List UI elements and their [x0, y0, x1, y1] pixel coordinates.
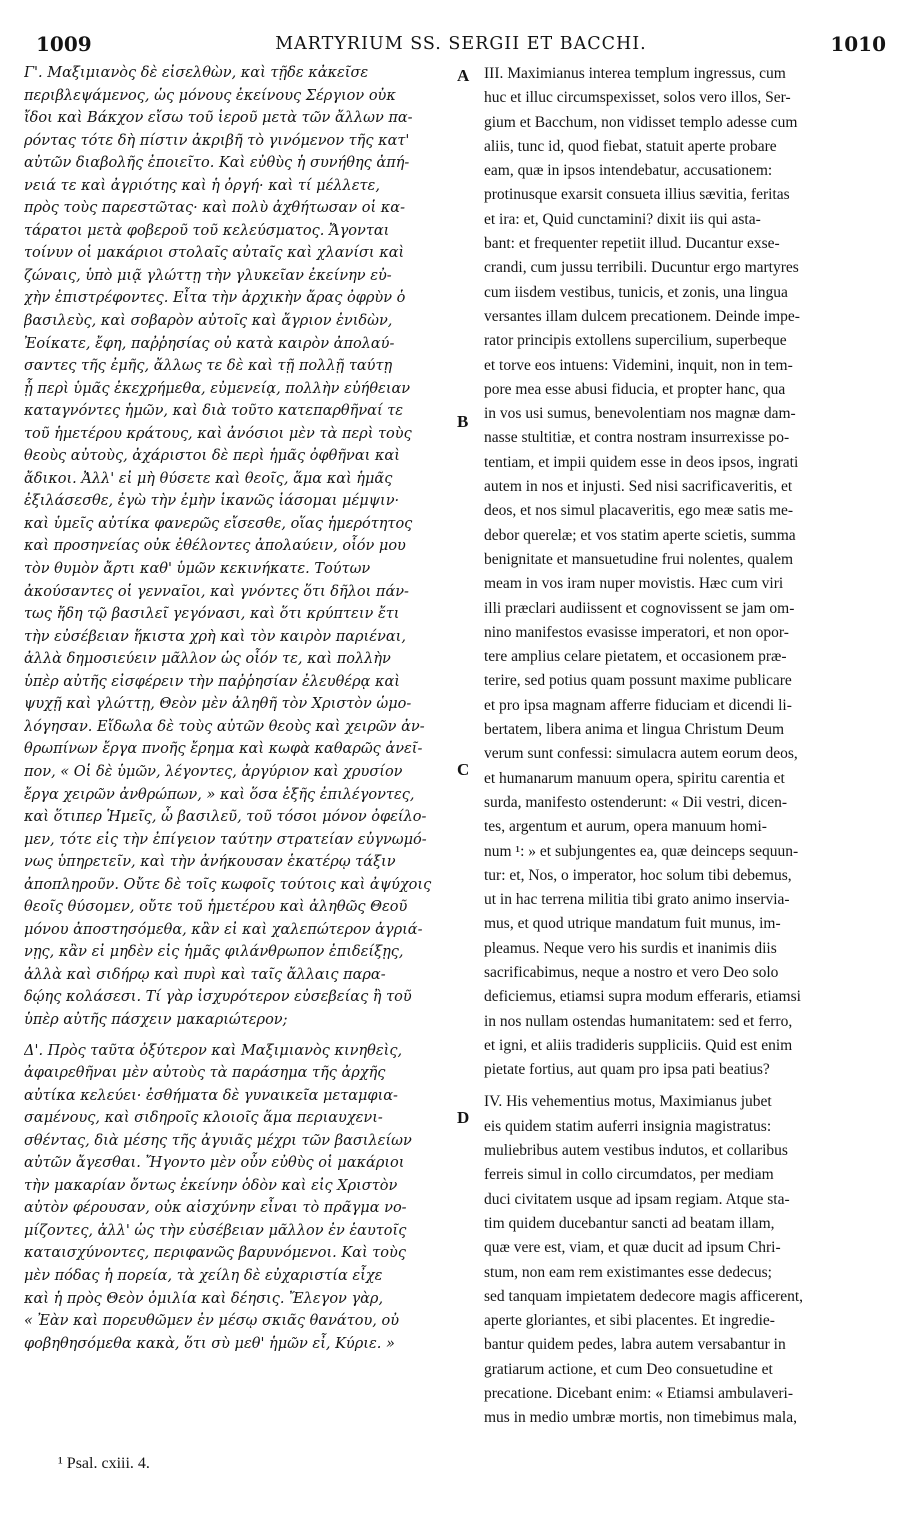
text-line: aperte gloriantes, et sibi placentes. Et ingredie- [484, 1312, 775, 1330]
text-line: ferreis simul in collo circumdatos, per mediam [484, 1166, 774, 1184]
text-line: Γ'. Μαξιμιανὸς δὲ εἰσελθὼν, καὶ τῇδε κἀκεῖσε [24, 65, 369, 81]
text-line: muliebribus autem vestibus indutos, et collaribus [484, 1142, 788, 1160]
text-line: αὐτῶν ἄγεσθαι. Ἤγοντο μὲν οὖν εὐθὺς οἱ μακάριοι [24, 1155, 405, 1172]
text-line: θεοῖς θύσομεν, οὔτε τοῦ ἡμετέρου καὶ ἀληθῶς Θεοῦ [24, 899, 408, 916]
text-line: ζώναις, ὑπὸ μιᾷ γλώττῃ τὴν γλυκεῖαν ἐκείνην εὐ- [24, 267, 392, 284]
text-line: pietate fortius, aut quam pro ipsa pati beatius? [484, 1061, 770, 1079]
text-line: αὐτῶν διαβολῆς ἐποιεῖτο. Καὶ εὐθὺς ἡ συνήθης ἀπή- [24, 155, 410, 172]
text-line: et torve eos intuens: Videmini, inquit, non in tem- [484, 356, 793, 374]
text-line: λόγησαν. Εἴδωλα δὲ τοὺς αὐτῶν θεοὺς καὶ χειρῶν ἀν- [24, 718, 425, 735]
running-title: MARTYRIUM SS. SERGII ET BACCHI. [275, 34, 647, 54]
text-line: ἀλλὰ δημοσιεύειν μᾶλλον ὡς οἷόν τε, καὶ πολλὴν [24, 651, 391, 668]
text-line: Δ'. Πρὸς ταῦτα ὀξύτερον καὶ Μαξιμιανὸς κινηθεὶς, [24, 1042, 403, 1059]
text-line: terire, sed potius quam possunt maxime publicare [484, 672, 792, 690]
text-line: gium et Bacchum, non vidisset templo adesse cum [484, 113, 798, 131]
text-line: φοβηθησόμεθα κακὰ, ὅτι σὺ μεθ' ἡμῶν εἶ, Κύριε. » [24, 1335, 395, 1352]
text-line: tentiam, et impii quidem esse in deos ipsos, ingrati [484, 453, 799, 471]
text-line: pleamus. Neque vero his surdis et inanimis diis [484, 939, 777, 957]
text-line: tim quidem ducebantur sancti ad beatam illam, [484, 1214, 775, 1232]
page-number-left: 1009 [36, 32, 92, 56]
text-line: καταισχύνοντες, περιφανῶς βαρυνόμενοι. Καὶ τοὺς [24, 1245, 406, 1262]
text-line: eis quidem statim auferri insignia magistratus: [484, 1117, 772, 1135]
text-line: ut in hac terrena militia tibi grato animo inservia- [484, 891, 790, 909]
text-line: nino manifestos evasisse imperatori, et non opor- [484, 623, 789, 641]
text-line: τὴν εὐσέβειαν ἥκιστα χρὴ καὶ τὸν καιρὸν παριέναι, [24, 628, 406, 645]
text-line: αὐτίκα κελεύει· ἐσθήματα δὲ γυναικεῖα μεταμφια- [24, 1087, 398, 1104]
text-line: verum sunt confessi: simulacra autem eorum deos, [484, 745, 798, 763]
text-line: τάρατοι μετὰ φοβεροῦ τοῦ κελεύσματος. Ἄγονται [24, 222, 390, 239]
text-line: bant: et frequenter repetiit illud. Ducantur exse- [484, 235, 780, 253]
text-line: debor querelæ; et vos statim aperte scietis, summa [484, 526, 796, 544]
text-line: III. Maximianus interea templum ingressus, cum [484, 65, 786, 82]
text-line: ὑπὲρ αὐτῆς εἰσφέρειν τὴν παῤῥησίαν ἐλευθέρᾳ καὶ [24, 673, 400, 690]
text-line: gratiarum actione, et cum Deo consuetudine et [484, 1360, 773, 1378]
text-line: deficiemus, etiamsi supra modum efferaris, etiamsi [484, 988, 801, 1006]
page-header [36, 32, 886, 62]
text-line: ἔργα χειρῶν ἀνθρώπων, » καὶ ὅσα ἑξῆς ἐπιλέγοντες, [24, 786, 415, 803]
text-line: μὲν πόδας ἡ πορεία, τὰ χείλη δὲ εὐχαριστία εἶχε [24, 1267, 383, 1284]
text-line: μόνου ἀποστησόμεθα, κἂν εἰ καὶ χαλεπώτερον ἀγριά- [24, 921, 423, 938]
text-line: quæ vere est, viam, et quæ ducit ad ipsum Chri- [484, 1239, 781, 1257]
text-line: protinusque exarsit consueta illius sævitia, feritas [484, 186, 790, 204]
text-line: αὐτὸν φέρουσαν, οὐκ αἰσχύνην εἶναι τὸ πρᾶγμα νο- [24, 1200, 407, 1217]
latin-section-3 [484, 62, 880, 1082]
text-line: aliis, tunc id, quod fiebat, statuit aperte probare [484, 137, 777, 155]
text-line: meam in vos iram nuper movistis. Hæc cum viri [484, 575, 784, 593]
text-line: τὸν θυμὸν ἄρτι καθ' ὑμῶν κεκινήκατε. Τούτων [24, 561, 371, 578]
text-line: tes, argentum et aurum, opera manuum homi- [484, 818, 767, 836]
text-line: ἀλλὰ καὶ σιδήρῳ καὶ πυρὶ καὶ ταῖς ἄλλαις παρα- [24, 966, 386, 983]
text-line: in vos usi sumus, benevolentiam nos magnæ dam- [484, 405, 796, 423]
text-line: crandi, cum jussu terribili. Ducuntur ergo martyres [484, 259, 799, 277]
text-line: σαντες τῆς ἐμῆς, ἄλλως τε δὲ καὶ τῇ πολλῇ ταύτῃ [24, 358, 393, 375]
text-line: πον, « Οἱ δὲ ὑμῶν, λέγοντες, ἀργύριον καὶ χρυσίον [24, 763, 403, 780]
text-line: mus, et quod utrique mandatum fuit munus, im- [484, 915, 781, 933]
text-line: ἀφαιρεθῆναι μὲν αὐτοὺς τὰ παράσημα τῆς ἀρχῆς [24, 1065, 386, 1082]
text-line: nasse stultitiæ, et contra nostram insurrexisse po- [484, 429, 790, 447]
text-line: σαμένους, καὶ σιδηροῖς κλοιοῖς ἅμα περιαυχενι- [24, 1110, 383, 1127]
text-line: ρόντας τότε δὴ πίστιν ἀκριβῆ τὸ γινόμενον τῆς κατ' [24, 132, 410, 149]
text-line: versantes illam dulcem precationem. Deinde impe- [484, 307, 800, 325]
text-line: μεν, τότε εἰς τὴν ἐπίγειον ταύτην στρατείαν εὐγνωμό- [24, 831, 427, 848]
footnote: ¹ Psal. cxiii. 4. [58, 1455, 150, 1472]
text-line: et humanarum manuum opera, spiritu carentia et [484, 769, 785, 787]
text-line: eam, quæ in ipsos intendebatur, accusationem: [484, 162, 773, 180]
text-line: cum iisdem vestibus, tunicis, et zonis, una lingua [484, 283, 788, 301]
text-line: τως ἤδη τῷ βασιλεῖ γεγόνασι, καὶ ὅτι κρύπτειν ἔτι [24, 606, 400, 623]
text-line: sacrificabimus, neque a nostro et vero Deo solo [484, 963, 779, 981]
text-line: illi præclari audiissent et cognovissent se jam om- [484, 599, 795, 617]
text-line: μίζοντες, ἀλλ' ὡς τὴν εὐσέβειαν μᾶλλον ἐν ἑαυτοῖς [24, 1222, 407, 1239]
latin-section-4 [484, 1090, 880, 1430]
text-line: τὴν μακαρίαν ὄντως ἐκείνην ὁδὸν καὶ εἰς Χριστὸν [24, 1177, 398, 1194]
text-line: τοῦ ἡμετέρου κράτους, καὶ ἀνόσιοι μὲν τὰ περὶ τοὺς [24, 425, 412, 442]
margin-marker-c: C [457, 760, 470, 779]
margin-marker-b: B [457, 412, 469, 431]
latin-column [484, 62, 880, 1431]
text-line: ἄδικοι. Ἀλλ' εἰ μὴ θύσετε καὶ θεοῖς, ἅμα καὶ ἡμᾶς [24, 470, 393, 487]
text-line: χὴν ἐπιστρέφοντες. Εἶτα τὴν ἀρχικὴν ἄρας ὀφρὺν ὁ [24, 290, 406, 307]
text-line: pore mea esse abusi fiducia, et propter hanc, qua [484, 380, 786, 398]
text-line: καὶ ἡ πρὸς Θεὸν ὁμιλία καὶ δέησις. Ἔλεγον γὰρ, [24, 1290, 384, 1307]
text-line: ἀκούσαντες οἱ γενναῖοι, καὶ γνόντες ὅτι δῆλοι πάν- [24, 583, 409, 600]
text-line: ᾗ περὶ ὑμᾶς ἐκεχρήμεθα, εὐμενείᾳ, πολλὴν εὐήθειαν [24, 380, 411, 397]
text-line: mus in medio umbræ mortis, non timebimus mala, [484, 1409, 797, 1427]
text-line: duci civitatem usque ad ipsam regiam. Atque sta- [484, 1190, 790, 1208]
text-line: ἴδοι καὶ Βάκχον εἴσω τοῦ ἱεροῦ μετὰ τῶν ἄλλων πα- [24, 110, 413, 127]
margin-marker-d: D [457, 1108, 470, 1127]
text-line: et igni, et aliis tradideris suppliciis. Quid est enim [484, 1036, 793, 1054]
text-line: καταγνόντες ἡμῶν, καὶ διὰ τοῦτο κατεπαρθῆναί τε [24, 403, 404, 420]
greek-section-3 [24, 62, 468, 1032]
text-line: num ¹: » et subjungentes ea, quæ deinceps sequun- [484, 842, 799, 860]
text-line: νως ὑπηρετεῖν, καὶ τὴν ἀνήκουσαν ἑκατέρῳ τάξιν [24, 854, 396, 871]
text-line: « Ἐὰν καὶ πορευθῶμεν ἐν μέσῳ σκιᾶς θανάτου, οὐ [24, 1313, 400, 1330]
text-line: τοίνυν οἱ μακάριοι στολαῖς αὐταῖς καὶ χλανίσι καὶ [24, 245, 405, 262]
text-line: ἀποπληροῦν. Οὔτε δὲ τοῖς κωφοῖς τούτοις καὶ ἀψύχοις [24, 876, 432, 893]
greek-column [24, 62, 468, 1355]
text-line: νειά τε καὶ ἀγριότης καὶ ἡ ὀργή· καὶ τί μέλλετε, [24, 177, 380, 194]
text-line: καὶ ὅτιπερ Ἡμεῖς, ὦ βασιλεῦ, τοῦ τόσοι μόνον ὀφείλο- [24, 809, 427, 826]
text-line: et ira: et, Quid cunctamini? dixit iis qui asta- [484, 210, 761, 228]
text-line: deos, et nos simul placaveritis, ego meæ satis me- [484, 502, 794, 520]
text-line: ἐξιλάσεσθε, ἐγὼ τὴν ἐμὴν ἱκανῶς ἰάσομαι μέμψιν· [24, 493, 400, 510]
text-line: autem in nos et injusti. Sed nisi sacrificaveritis, et [484, 478, 793, 496]
text-line: IV. His vehementius motus, Maximianus jubet [484, 1093, 772, 1111]
text-line: θρωπίνων ἔργα πνοῆς ἔρημα καὶ κωφὰ καθαρῶς ἀνεῖ- [24, 741, 423, 758]
text-line: stum, non eam rem existimantes esse dedecus; [484, 1263, 772, 1281]
text-line: in nos nullam ostendas humanitatem: sed et ferro, [484, 1012, 793, 1030]
text-line: θεοὺς αὐτοὺς, ἀχάριστοι δὲ περὶ ἡμᾶς ὀφθῆναι καὶ [24, 448, 400, 465]
text-line: benignitate et mansuetudine frui nolentes, qualem [484, 550, 794, 568]
text-line: πρὸς τοὺς παρεστῶτας· καὶ πολὺ ἀχθήτωσαν οἱ κα- [24, 200, 405, 217]
text-line: καὶ προσηνείας οὐκ ἐθέλοντες ἀπολαύειν, οἷόν μου [24, 538, 406, 555]
text-line: καὶ ὑμεῖς αὐτίκα φανερῶς εἴσεσθε, οἵας ἡμερότητος [24, 515, 413, 532]
text-line: tere amplius celare pietatem, et occasionem præ- [484, 648, 787, 666]
text-line: περιβλεψάμενος, ὡς μόνους ἐκείνους Σέργιον οὐκ [24, 87, 396, 104]
text-line: νῃς, κἂν εἰ μηδὲν εἰς ἡμᾶς φιλάνθρωπον ἐπιδείξῃς, [24, 944, 404, 961]
text-line: huc et illuc circumspexisset, solos vero illos, Ser- [484, 89, 791, 107]
text-line: sed tanquam impietatem dedecore magis afficerent, [484, 1287, 804, 1305]
text-line: δῴης κολάσεσι. Τί γὰρ ἰσχυρότερον εὐσεβείας ἢ τοῦ [24, 989, 412, 1006]
text-line: tur: et, Nos, o imperator, hoc solum tibi debemus, [484, 866, 792, 884]
text-line: et pro ipsa magnam afferre fiduciam et dicendi li- [484, 696, 792, 714]
text-line: Ἐοίκατε, ἔφη, παῤῥησίας οὐ κατὰ καιρὸν ἀπολαύ- [24, 335, 395, 352]
greek-section-4 [24, 1040, 468, 1356]
text-line: ψυχῇ καὶ γλώττῃ, Θεὸν μὲν ἀληθῆ τὸν Χριστὸν ὡμο- [24, 696, 412, 713]
text-line: precatione. Dicebant enim: « Etiamsi ambulaveri- [484, 1385, 794, 1403]
text-line: ὑπὲρ αὐτῆς πάσχειν μακαριώτερον; [24, 1011, 288, 1028]
text-line: rator principis extollens supercilium, superbeque [484, 332, 787, 350]
text-line: bantur quidem pedes, labra autem versabantur in [484, 1336, 786, 1354]
page-number-right: 1010 [830, 32, 886, 56]
text-line: σθέντας, διὰ μέσης τῆς ἀγυιᾶς μέχρι τῶν βασιλείων [24, 1132, 412, 1149]
text-line: surda, manifesto ostenderunt: « Dii vestri, dicen- [484, 793, 788, 811]
text-line: βασιλεὺς, καὶ σοβαρὸν αὐτοῖς καὶ ἄγριον ἐνιδὼν, [24, 313, 393, 330]
text-line: bertatem, libera anima et lingua Christum Deum [484, 721, 785, 739]
margin-marker-a: A [457, 66, 470, 85]
